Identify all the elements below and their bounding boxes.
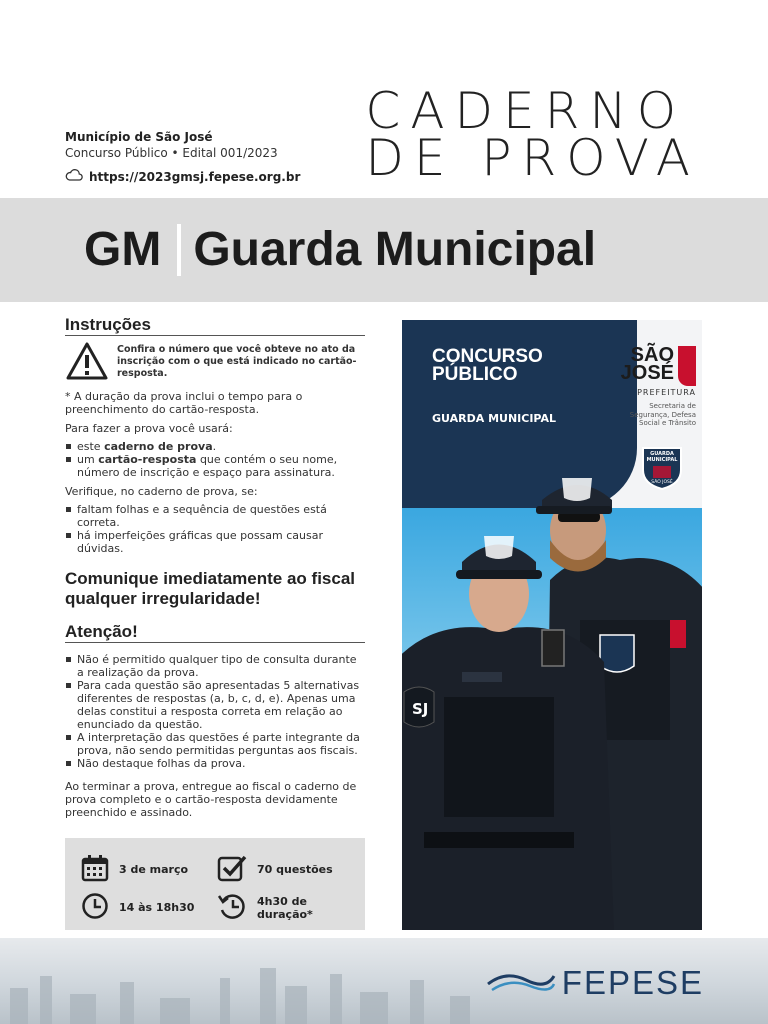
- calendar-icon: [81, 854, 109, 885]
- checkbox-icon: [217, 854, 247, 885]
- verifique-intro: Verifique, no caderno de prova, se:: [65, 485, 258, 498]
- guard-poster: [402, 320, 702, 930]
- clock-icon: [81, 892, 109, 923]
- fepese-logo: [486, 964, 704, 1002]
- list-item: Para cada questão são apresentadas 5 alternativas diferentes de respostas (a, b, c, d, e). Apenas uma delas constitui a resposta correta em relação ao enunciado da questão.: [65, 679, 365, 731]
- warning-block: [65, 341, 365, 384]
- duracao-note: * A duração da prova inclui o tempo para o preenchimento do cartão-resposta.: [65, 390, 303, 416]
- questions-info: [217, 854, 333, 885]
- instructions-column: [65, 315, 365, 819]
- municipio-label: Município de São José: [65, 130, 213, 144]
- list-item: faltam folhas e a sequência de questões está correta.: [65, 503, 365, 529]
- time-text: 14 às 18h30: [119, 901, 195, 914]
- prefeitura-label: PREFEITURA: [637, 388, 696, 397]
- atencao-list: [65, 653, 365, 770]
- fepese-wave-icon: [486, 966, 556, 1000]
- list-item: A interpretação das questões é parte integrante da prova, não sendo permitidas perguntas aos fiscais.: [65, 731, 365, 757]
- list-item: Não destaque folhas da prova.: [65, 757, 365, 770]
- verify-list: [65, 503, 365, 555]
- website-url: https://2023gmsj.fepese.org.br: [89, 169, 301, 184]
- exam-info-box: [65, 838, 365, 930]
- header-info: [65, 130, 300, 184]
- comunique-alert: Comunique imediatamente ao fiscal qualquer irregularidade!: [65, 569, 356, 608]
- history-clock-icon: [217, 892, 247, 923]
- poster-concurso: CONCURSO PÚBLICO: [432, 346, 543, 385]
- list-item: este caderno de prova.: [65, 440, 365, 453]
- warning-icon: [65, 341, 109, 384]
- fepese-text: FEPESE: [561, 964, 704, 1001]
- guard-badge-icon: GUARDA MUNICIPAL SÃO JOSÉ: [640, 444, 684, 490]
- duration-info: [217, 892, 365, 923]
- exam-name: Guarda Municipal: [193, 223, 597, 276]
- title-separator: [177, 224, 181, 276]
- usara-intro: Para fazer a prova você usará:: [65, 422, 233, 435]
- poster-gm-label: GUARDA MUNICIPAL: [432, 412, 556, 425]
- website-link[interactable]: [65, 169, 300, 184]
- closing-note: Ao terminar a prova, entregue ao fiscal o caderno de prova completo e o cartão-resposta devidamente preenchido e assinado.: [65, 780, 357, 819]
- secretaria-label: Secretaria de Segurança, Defesa Social e Trânsito: [629, 402, 696, 427]
- materials-list: [65, 440, 365, 479]
- list-item: um cartão-resposta que contém o seu nome, número de inscrição e espaço para assinatura.: [65, 453, 365, 479]
- questions-text: 70 questões: [257, 863, 333, 876]
- caderno-line1: CADERNO: [365, 82, 687, 140]
- edital-label: Concurso Público • Edital 001/2023: [65, 146, 278, 160]
- cloud-icon: [65, 169, 83, 184]
- footer-band: [0, 938, 768, 1024]
- officer-female-figure: [402, 522, 624, 930]
- sao-jose-logo: SÃO JOSÉ PREFEITURA Secretaria de Segurança, Defesa Social e Trânsito: [620, 344, 696, 427]
- exam-code: GM: [84, 223, 162, 276]
- list-item: há imperfeições gráficas que possam causar dúvidas.: [65, 529, 365, 555]
- date-info: [81, 854, 188, 885]
- sj-patch: SJ: [412, 700, 429, 718]
- warning-text: Confira o número que você obteve no ato da inscrição com o que está indicado no cartão-resposta.: [117, 344, 357, 379]
- atencao-heading: Atenção!: [65, 625, 365, 643]
- title-band: [0, 198, 768, 302]
- duration-text: 4h30 de duração*: [257, 894, 313, 921]
- time-info: [81, 892, 194, 923]
- date-text: 3 de março: [119, 863, 189, 876]
- list-item: Não é permitido qualquer tipo de consulta durante a realização da prova.: [65, 653, 365, 679]
- caderno-line2: DE PROVA: [365, 129, 700, 187]
- caderno-title: [365, 82, 700, 187]
- instrucoes-heading: Instruções: [65, 318, 365, 336]
- exam-title: [84, 222, 596, 277]
